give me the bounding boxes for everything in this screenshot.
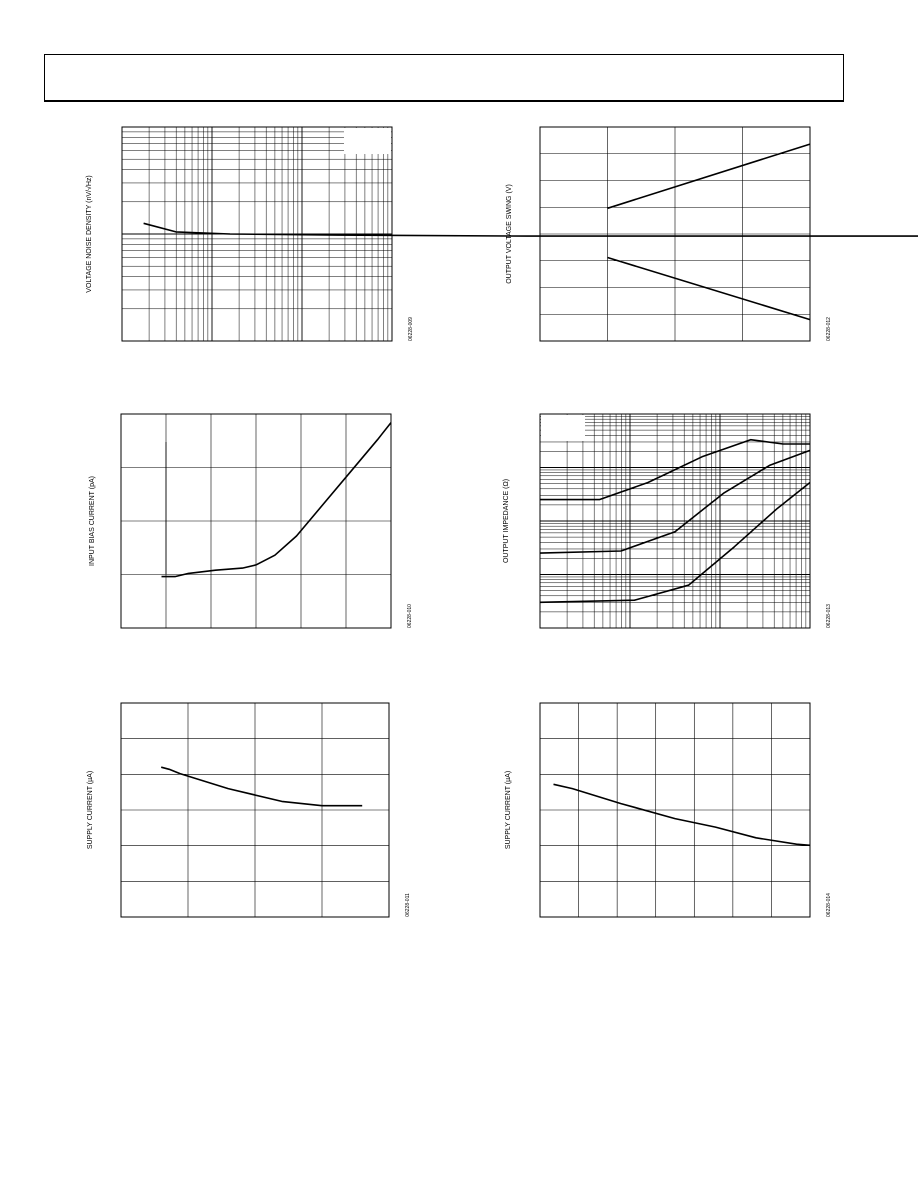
- gridlines: [121, 703, 389, 917]
- series-line-1: [162, 423, 392, 577]
- figure-code: 06228-012: [826, 317, 832, 341]
- series-line-2: [540, 450, 810, 553]
- chart-impedance: [503, 414, 832, 628]
- chart-bias: [89, 414, 413, 628]
- y-axis-label: OUTPUT IMPEDANCE (Ω): [503, 478, 510, 564]
- gridlines: [540, 703, 810, 917]
- y-axis-label: OUTPUT VOLTAGE SWING (V): [506, 184, 513, 284]
- y-axis-label: INPUT BIAS CURRENT (pA): [89, 476, 96, 566]
- gridlines: [540, 414, 810, 628]
- legend-box: [344, 128, 391, 154]
- y-axis-label: VOLTAGE NOISE DENSITY (nV/√Hz): [86, 175, 93, 293]
- gridlines: [121, 414, 391, 628]
- y-axis-label: SUPPLY CURRENT (µA): [505, 770, 512, 850]
- series-line-1: [608, 258, 811, 320]
- y-axis-label: SUPPLY CURRENT (µA): [87, 770, 94, 850]
- legend-box: [541, 415, 585, 441]
- gridlines: [540, 127, 810, 341]
- figure-code: 06228-013: [826, 604, 832, 628]
- figure-code: 06228-009: [408, 317, 414, 341]
- chart-supply2: [505, 703, 832, 917]
- series-line-1: [540, 440, 810, 500]
- figure-code: 06228-014: [826, 893, 832, 917]
- chart-supply1: [87, 703, 411, 917]
- chart-swing: [506, 127, 832, 341]
- figure-code: 06228-011: [405, 893, 411, 917]
- figure-code: 06228-010: [407, 604, 413, 628]
- series-line-1: [161, 767, 362, 806]
